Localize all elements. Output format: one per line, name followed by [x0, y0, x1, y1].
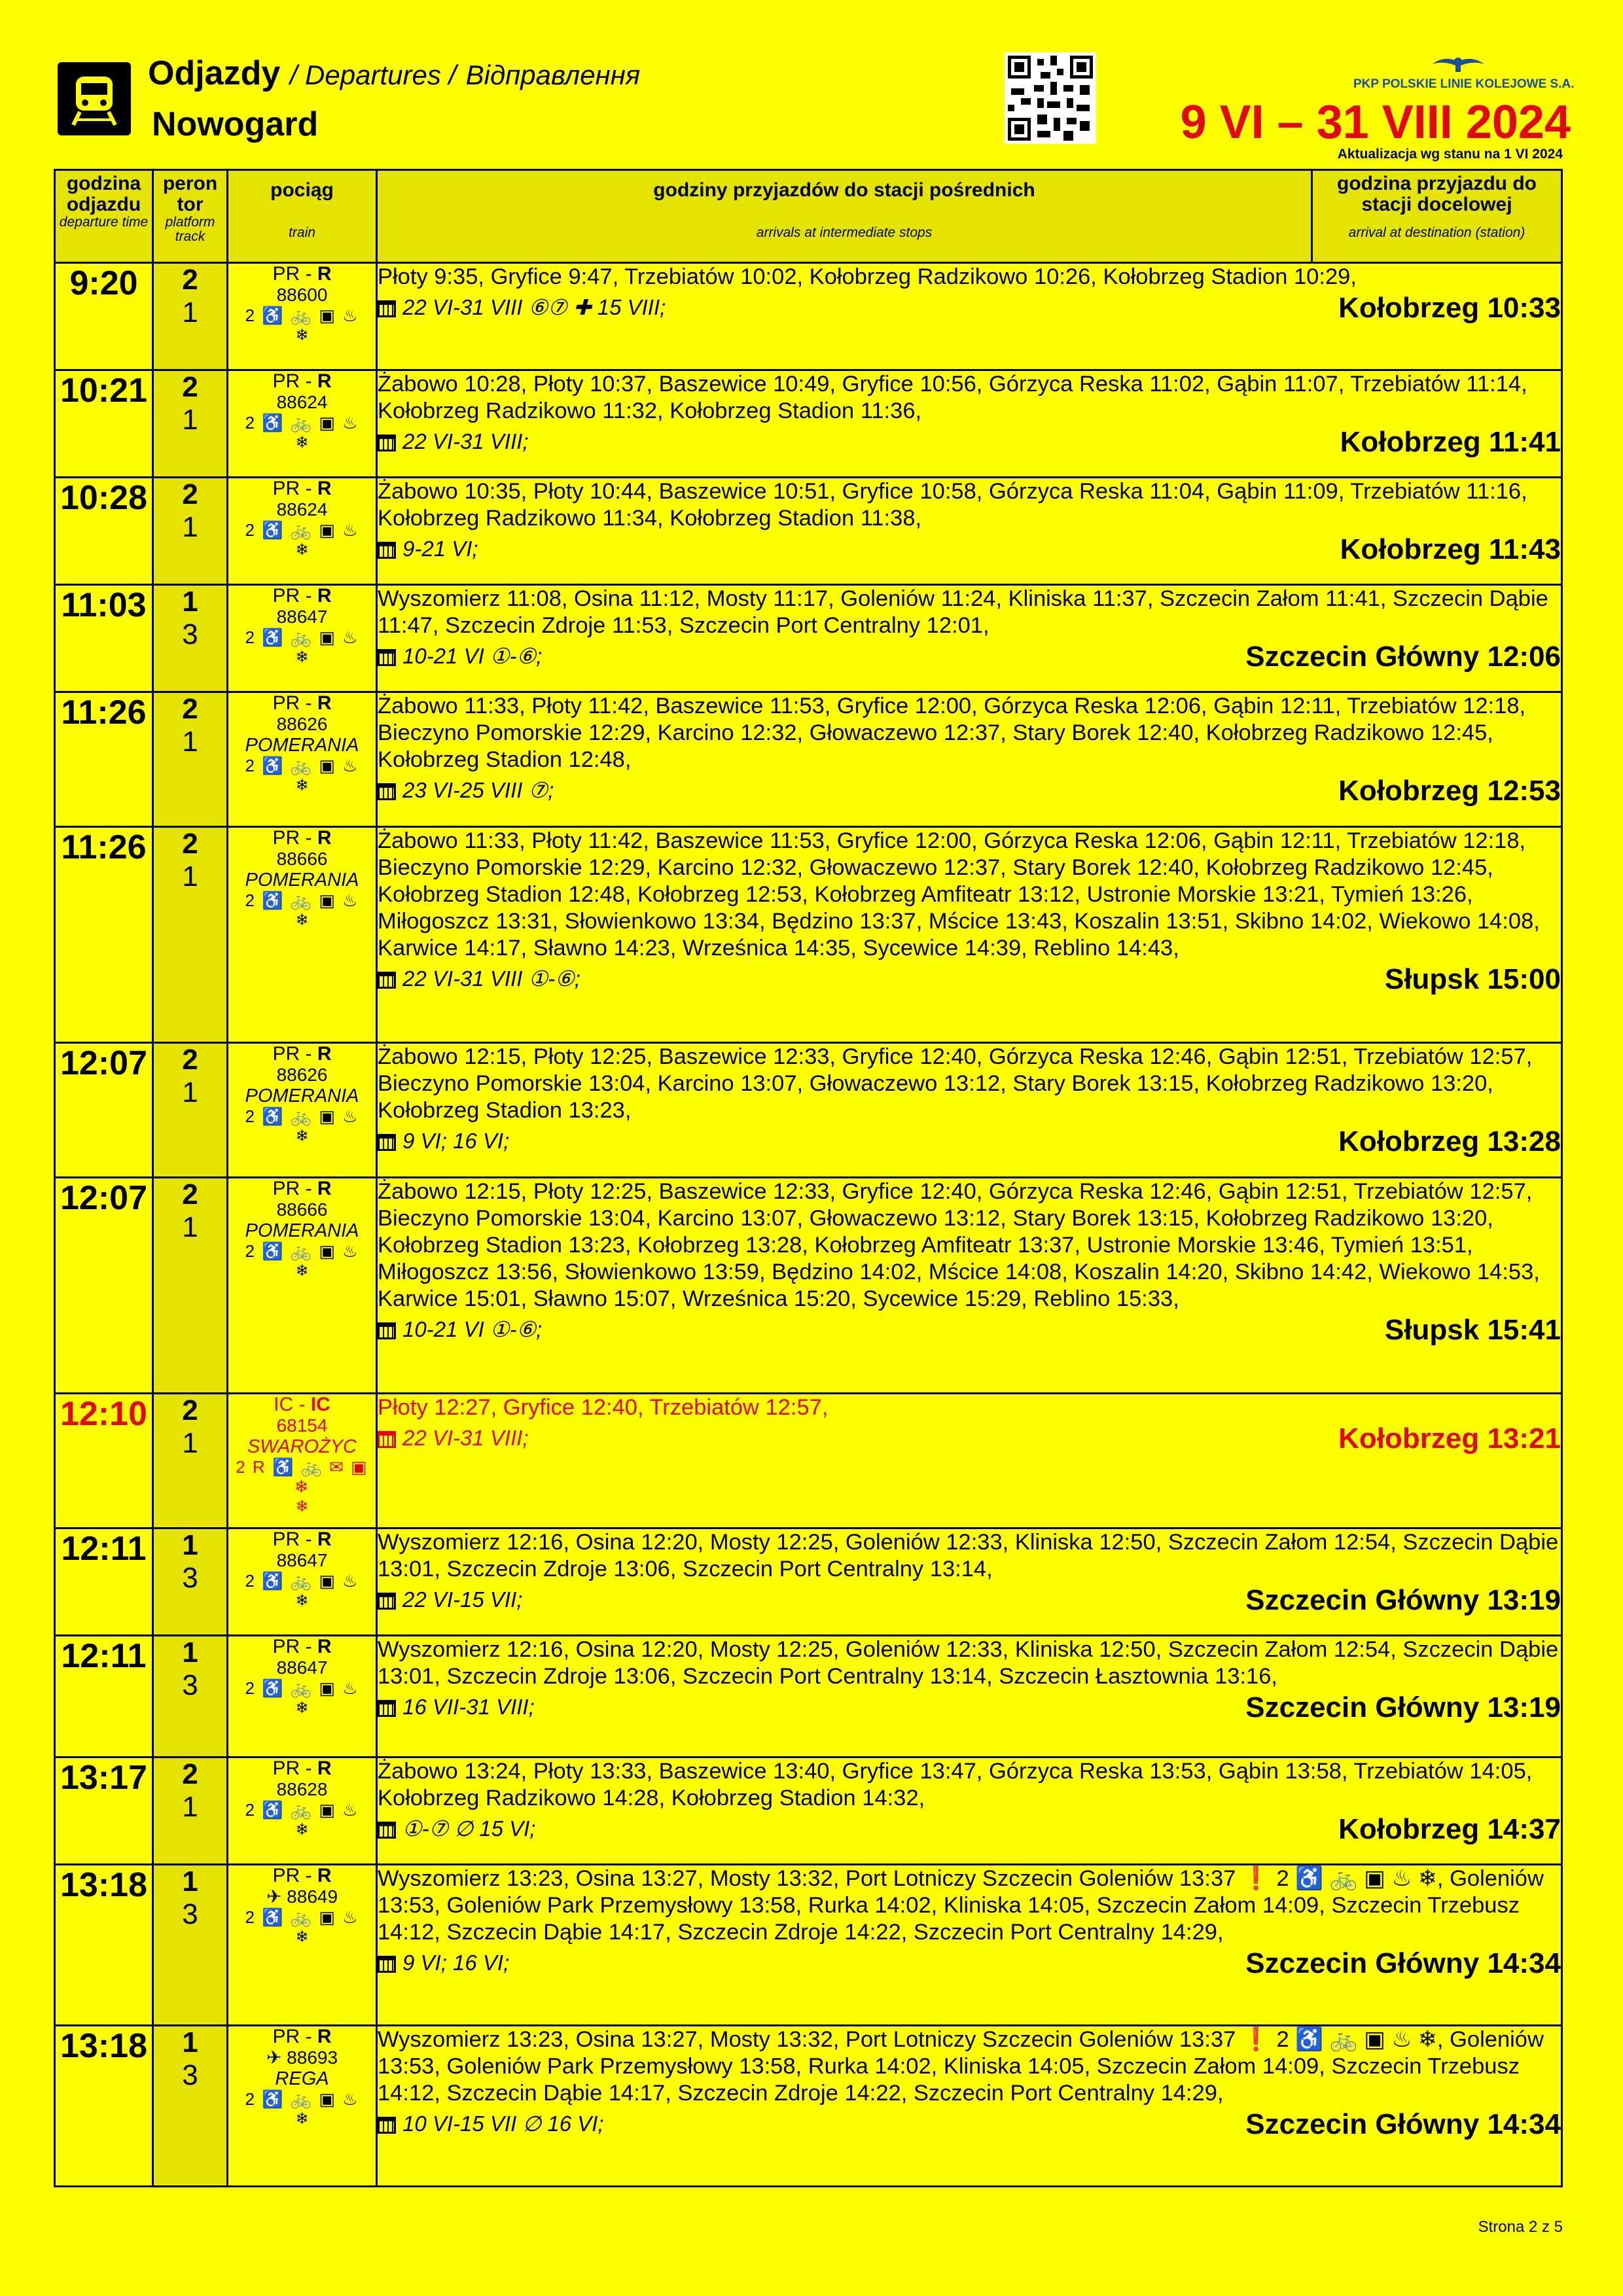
air-conditioning-icon: ❄ — [295, 911, 309, 929]
operating-days-text: 16 VII-31 VIII; — [402, 1695, 535, 1719]
train-category: PR - R — [272, 263, 332, 285]
train-carrier: PR — [272, 1178, 300, 1199]
amenities-icons: 2 ♿ 🚲 ▣ ♨ — [245, 1678, 359, 1698]
destination-arrival: Szczecin Główny 14:34 — [1245, 1947, 1561, 1979]
train-carrier: PR — [272, 692, 300, 714]
train-number: 88600 — [276, 285, 328, 305]
calendar-icon — [378, 1593, 396, 1610]
train-carrier: PR — [272, 1757, 300, 1779]
column-header-destination-label: godzina przyjazdu do stacji docelowej — [1337, 173, 1537, 215]
platform-cell — [153, 2026, 228, 2187]
departure-row — [55, 692, 1562, 827]
air-conditioning-icon: ❄ — [295, 777, 309, 794]
calendar-icon — [378, 649, 396, 666]
departure-row — [55, 585, 1562, 692]
platform-cell — [153, 692, 228, 827]
column-header-time-sub: departure time — [59, 215, 149, 230]
page-title — [148, 54, 640, 95]
departure-time: 11:03 — [55, 585, 153, 692]
column-header-stops — [377, 170, 1312, 263]
track-number: 1 — [182, 1211, 198, 1243]
platform-number: 2 — [182, 264, 198, 296]
train-category: PR - R — [272, 1043, 332, 1065]
intermediate-stops: Żabowo 10:28, Płoty 10:37, Baszewice 10:49, Gryfice 10:56, Górzyca Reska 11:02, Gąbin 11:07, Trzebiatów 11:14, Kołobrzeg Radzikowo 11:32, Kołobrzeg Stadion 11:36, — [378, 372, 1527, 423]
amenities-icons: 2 ♿ 🚲 ▣ ♨ — [245, 413, 359, 433]
departure-row — [55, 2026, 1562, 2187]
track-number: 1 — [182, 404, 198, 436]
amenities-icons: 2 ♿ 🚲 ▣ ♨ — [245, 891, 359, 910]
platform-cell — [153, 827, 228, 1043]
train-type: R — [317, 692, 332, 714]
train-category: IC - IC — [274, 1394, 330, 1415]
train-cell — [228, 692, 377, 827]
operating-days-text: 10 VI-15 VII ∅ 16 VI; — [402, 2111, 604, 2136]
platform-number: 1 — [182, 1636, 198, 1669]
stops-cell — [377, 1865, 1562, 2026]
page-header — [0, 0, 1623, 169]
column-header-platform — [153, 170, 228, 263]
stops-cell — [377, 2026, 1562, 2187]
destination-arrival: Kołobrzeg 11:43 — [1340, 533, 1561, 565]
train-carrier: PR — [272, 1043, 300, 1065]
train-cell — [228, 370, 377, 478]
amenities-icons: 2 ♿ 🚲 ▣ ♨ — [245, 1800, 359, 1820]
train-cell — [228, 1636, 377, 1757]
air-conditioning-icon: ❄ — [295, 327, 309, 344]
train-name: REGA — [275, 2068, 329, 2089]
train-type: R — [317, 1865, 332, 1886]
train-carrier: PR — [272, 1636, 300, 1657]
calendar-icon — [378, 1431, 396, 1448]
operating-days — [378, 964, 1561, 993]
operating-days-text: 9 VI; 16 VI; — [402, 1951, 510, 1975]
stops-cell — [377, 370, 1562, 478]
column-header-time — [55, 170, 153, 263]
platform-number: 2 — [182, 478, 198, 510]
intermediate-stops: Płoty 9:35, Gryfice 9:47, Trzebiatów 10:02, Kołobrzeg Radzikowo 10:26, Kołobrzeg Stadion 10:29, — [378, 264, 1357, 289]
air-conditioning-icon: ❄ — [295, 1498, 309, 1515]
train-carrier: PR — [272, 1528, 300, 1550]
destination-arrival: Szczecin Główny 13:19 — [1245, 1691, 1561, 1723]
train-type: R — [317, 478, 332, 499]
stops-cell — [377, 827, 1562, 1043]
update-note: Aktualizacja wg stanu na 1 VI 2024 — [1337, 147, 1563, 162]
train-type: R — [317, 1043, 332, 1065]
amenities-icons: 2 ♿ 🚲 ▣ ♨ — [245, 627, 359, 647]
stops-cell — [377, 1394, 1562, 1528]
air-conditioning-icon: ❄ — [295, 1821, 309, 1839]
train-category: PR - R — [272, 692, 332, 714]
intermediate-stops: Płoty 12:27, Gryfice 12:40, Trzebiatów 12:57, — [378, 1395, 829, 1420]
intermediate-stops: Żabowo 12:15, Płoty 12:25, Baszewice 12:33, Gryfice 12:40, Górzyca Reska 12:46, Gąbin 12:51, Trzebiatów 12:57, Bieczyno Pomorskie 13:04, Karcino 13:07, Głowaczewo 13:12, Stary Borek 13:15, Kołobrzeg Radzikowo 13:20, Kołobrzeg Stadion 13:23, — [378, 1044, 1533, 1123]
platform-number: 1 — [182, 1529, 198, 1561]
train-carrier: PR — [272, 827, 300, 849]
destination-arrival: Kołobrzeg 10:33 — [1338, 292, 1561, 324]
operating-days-text: 9-21 VI; — [402, 537, 478, 561]
train-type: R — [317, 1636, 332, 1657]
column-header-stops-sub: arrivals at intermediate stops — [756, 225, 933, 240]
platform-cell — [153, 1178, 228, 1394]
platform-cell — [153, 370, 228, 478]
air-conditioning-icon: ❄ — [295, 648, 309, 666]
train-number: 88626 — [276, 1065, 328, 1085]
departure-time: 11:26 — [55, 827, 153, 1043]
amenities-icons: 2 ♿ 🚲 ▣ ♨ — [245, 306, 359, 325]
train-type: R — [317, 1757, 332, 1779]
train-carrier: PR — [272, 1865, 300, 1886]
train-number: ✈ 88693 — [266, 2047, 338, 2068]
destination-arrival: Kołobrzeg 11:41 — [1340, 426, 1561, 458]
train-category: PR - R — [272, 1757, 332, 1779]
departure-row — [55, 1528, 1562, 1636]
stops-cell — [377, 1178, 1562, 1394]
stops-cell — [377, 1528, 1562, 1636]
operating-days-text: 22 VI-31 VIII; — [402, 429, 529, 453]
train-number: 88624 — [276, 392, 328, 412]
platform-cell — [153, 478, 228, 585]
train-number: 88647 — [276, 1657, 328, 1678]
platform-number: 1 — [182, 2026, 198, 2058]
pkp-emblem-icon — [1425, 50, 1491, 76]
track-number: 1 — [182, 1076, 198, 1108]
destination-arrival: Kołobrzeg 13:21 — [1338, 1422, 1561, 1455]
amenities-icons: 2 ♿ 🚲 ▣ ♨ — [245, 1241, 359, 1261]
train-name: POMERANIA — [245, 870, 359, 891]
train-category: PR - R — [272, 2026, 332, 2047]
platform-cell — [153, 1528, 228, 1636]
platform-number: 2 — [182, 1394, 198, 1426]
platform-number: 1 — [182, 1865, 198, 1898]
departure-row — [55, 478, 1562, 585]
train-number: 68154 — [276, 1415, 328, 1436]
operating-days-text: 10-21 VI ①-⑥; — [402, 644, 543, 668]
destination-arrival: Słupsk 15:00 — [1384, 963, 1561, 995]
platform-cell — [153, 1865, 228, 2026]
train-cell — [228, 1865, 377, 2026]
destination-arrival: Kołobrzeg 13:28 — [1338, 1125, 1561, 1157]
operating-days-text: 22 VI-31 VIII ⑥⑦ ✚ 15 VIII; — [402, 295, 666, 319]
train-type: R — [317, 585, 332, 607]
intermediate-stops: Wyszomierz 13:23, Osina 13:27, Mosty 13:32, Port Lotniczy Szczecin Goleniów 13:37 ❗ 2 ♿ 🚲 ▣ ♨ ❄, Goleniów 13:53, Goleniów Park Przemysłowy 13:58, Rurka 14:02, Kliniska 14:05, Szczecin Załom 14:09, Szczecin Trzebusz 14:12, Szczecin Dąbie 14:17, Szczecin Zdroje 14:22, Szczecin Port Centralny 14:29, — [378, 2027, 1544, 2106]
calendar-icon — [378, 300, 396, 317]
departure-row — [55, 1636, 1562, 1757]
intermediate-stops: Wyszomierz 12:16, Osina 12:20, Mosty 12:25, Goleniów 12:33, Kliniska 12:50, Szczecin Załom 12:54, Szczecin Dąbie 13:01, Szczecin Zdroje 13:06, Szczecin Port Centralny 13:14, — [378, 1530, 1559, 1581]
train-carrier: PR — [272, 478, 300, 499]
platform-number: 2 — [182, 371, 198, 403]
platform-number: 2 — [182, 1178, 198, 1210]
departure-time: 12:07 — [55, 1178, 153, 1394]
qr-code-icon — [1005, 52, 1096, 144]
validity-period: 9 VI – 31 VIII 2024 — [1180, 96, 1571, 149]
train-number: 88626 — [276, 714, 328, 734]
title-ua: Відправлення — [465, 60, 641, 90]
stops-cell — [377, 585, 1562, 692]
air-conditioning-icon: ❄ — [295, 1928, 309, 1946]
departure-time: 12:10 — [55, 1394, 153, 1528]
platform-number: 2 — [182, 1758, 198, 1790]
departure-time: 12:11 — [55, 1636, 153, 1757]
intermediate-stops: Żabowo 11:33, Płoty 11:42, Baszewice 11:53, Gryfice 12:00, Górzyca Reska 12:06, Gąbin 12:11, Trzebiatów 12:18, Bieczyno Pomorskie 12:29, Karcino 12:32, Głowaczewo 12:37, Stary Borek 12:40, Kołobrzeg Radzikowo 12:45, Kołobrzeg Stadion 12:48, — [378, 694, 1526, 772]
platform-cell — [153, 1757, 228, 1865]
calendar-icon — [378, 1956, 396, 1973]
operating-days-text: ①-⑦ ∅ 15 VI; — [402, 1816, 536, 1841]
train-carrier: PR — [272, 2026, 300, 2047]
platform-cell — [153, 1636, 228, 1757]
column-header-time-label: godzina odjazdu — [66, 173, 141, 215]
stops-cell — [377, 1757, 1562, 1865]
intermediate-stops: Wyszomierz 12:16, Osina 12:20, Mosty 12:25, Goleniów 12:33, Kliniska 12:50, Szczecin Załom 12:54, Szczecin Dąbie 13:01, Szczecin Zdroje 13:06, Szczecin Port Centralny 13:14, Szczecin Łasztownia 13:16, — [378, 1637, 1559, 1689]
title-en: / Departures / — [289, 60, 457, 90]
platform-cell — [153, 1043, 228, 1178]
departure-row — [55, 1865, 1562, 2026]
intermediate-stops: Żabowo 12:15, Płoty 12:25, Baszewice 12:33, Gryfice 12:40, Górzyca Reska 12:46, Gąbin 12:51, Trzebiatów 12:57, Bieczyno Pomorskie 13:04, Karcino 13:07, Głowaczewo 13:12, Stary Borek 13:15, Kołobrzeg Radzikowo 13:20, Kołobrzeg Stadion 13:23, Kołobrzeg 13:28, Kołobrzeg Amfiteatr 13:37, Ustronie Morskie 13:46, Tymień 13:51, Miłogoszcz 13:56, Słowienkowo 13:59, Będzino 14:02, Mścice 14:08, Koszalin 14:20, Skibno 14:42, Wiekowo 14:53, Karwice 15:01, Sławno 15:07, Wrześnica 15:20, Sycewice 15:29, Reblino 15:33, — [378, 1179, 1540, 1311]
train-type: R — [317, 370, 332, 392]
train-number: 88628 — [276, 1779, 328, 1799]
track-number: 3 — [182, 1898, 198, 1930]
train-category: PR - R — [272, 478, 332, 499]
train-number: 88647 — [276, 1550, 328, 1570]
amenities-icons: 2 ♿ 🚲 ▣ ♨ — [245, 1571, 359, 1591]
stops-cell — [377, 263, 1562, 370]
operating-days — [378, 1315, 1561, 1344]
amenities-icons: 2 ♿ 🚲 ▣ ♨ — [245, 756, 359, 775]
amenities-icons: 2 ♿ 🚲 ▣ ♨ — [245, 1106, 359, 1126]
column-header-train-sub: train — [289, 225, 315, 240]
train-cell — [228, 2026, 377, 2187]
train-carrier: PR — [272, 370, 300, 392]
train-carrier: PR — [272, 263, 300, 285]
calendar-icon — [378, 542, 396, 559]
operating-days-text: 10-21 VI ①-⑥; — [402, 1317, 543, 1341]
air-conditioning-icon: ❄ — [295, 1127, 309, 1145]
destination-arrival: Słupsk 15:41 — [1384, 1314, 1561, 1346]
departure-row — [55, 827, 1562, 1043]
column-header-destination-sub: arrival at destination (station) — [1348, 225, 1525, 240]
air-conditioning-icon: ❄ — [295, 1592, 309, 1610]
track-number: 1 — [182, 860, 198, 892]
train-number: 88666 — [276, 849, 328, 869]
platform-cell — [153, 1394, 228, 1528]
calendar-icon — [378, 1322, 396, 1339]
train-name: POMERANIA — [245, 735, 359, 756]
track-number: 3 — [182, 618, 198, 650]
departure-row — [55, 1043, 1562, 1178]
stops-cell — [377, 478, 1562, 585]
operator-name: PKP POLSKIE LINIE KOLEJOWE S.A. — [1353, 77, 1575, 91]
destination-arrival: Szczecin Główny 13:19 — [1245, 1584, 1561, 1616]
title-pl: Odjazdy — [148, 54, 281, 92]
operating-days-text: 23 VI-25 VIII ⑦; — [402, 778, 554, 802]
departure-row — [55, 263, 1562, 370]
destination-arrival: Kołobrzeg 14:37 — [1338, 1813, 1561, 1845]
departure-time: 10:21 — [55, 370, 153, 478]
air-conditioning-icon: ❄ — [295, 2110, 309, 2128]
column-header-platform-label: peron tor — [162, 173, 218, 215]
departure-time: 13:18 — [55, 2026, 153, 2187]
platform-number: 2 — [182, 1044, 198, 1076]
calendar-icon — [378, 783, 396, 800]
air-conditioning-icon: ❄ — [295, 434, 309, 451]
pkp-plk-logo — [1353, 50, 1575, 91]
track-number: 1 — [182, 726, 198, 758]
train-cell — [228, 1757, 377, 1865]
departure-row — [55, 370, 1562, 478]
departure-row — [55, 1757, 1562, 1865]
train-category: PR - R — [272, 585, 332, 607]
calendar-icon — [378, 972, 396, 989]
operating-days-text: 22 VI-31 VIII ①-⑥; — [402, 966, 580, 991]
amenities-icons: 2 R ♿ 🚲 ✉ ▣ ❄ — [236, 1457, 368, 1496]
train-name: POMERANIA — [245, 1220, 359, 1241]
stops-cell — [377, 1043, 1562, 1178]
station-name: Nowogard — [152, 105, 319, 143]
intermediate-stops: Żabowo 13:24, Płoty 13:33, Baszewice 13:40, Gryfice 13:47, Górzyca Reska 13:53, Gąbin 13:58, Trzebiatów 14:05, Kołobrzeg Radzikowo 14:28, Kołobrzeg Stadion 14:32, — [378, 1759, 1533, 1810]
calendar-icon — [378, 2117, 396, 2134]
operating-days-text: 22 VI-15 VII; — [402, 1587, 523, 1612]
track-number: 1 — [182, 1427, 198, 1459]
train-cell — [228, 1528, 377, 1636]
intermediate-stops: Wyszomierz 13:23, Osina 13:27, Mosty 13:32, Port Lotniczy Szczecin Goleniów 13:37 ❗ 2 ♿ 🚲 ▣ ♨ ❄, Goleniów 13:53, Goleniów Park Przemysłowy 13:58, Rurka 14:02, Kliniska 14:05, Szczecin Załom 14:09, Szczecin Trzebusz 14:12, Szczecin Dąbie 14:17, Szczecin Zdroje 14:22, Szczecin Port Centralny 14:29, — [378, 1866, 1544, 1945]
train-cell — [228, 263, 377, 370]
train-cell — [228, 478, 377, 585]
train-carrier: PR — [272, 585, 300, 607]
calendar-icon — [378, 1822, 396, 1839]
operating-days-text: 22 VI-31 VIII; — [402, 1426, 529, 1450]
train-cell — [228, 1178, 377, 1394]
departures-table — [54, 169, 1563, 2187]
calendar-icon — [378, 1134, 396, 1151]
departure-time: 12:07 — [55, 1043, 153, 1178]
destination-arrival: Szczecin Główny 14:34 — [1245, 2108, 1561, 2140]
air-conditioning-icon: ❄ — [295, 541, 309, 559]
train-category: PR - R — [272, 370, 332, 392]
column-header-destination — [1312, 170, 1562, 263]
train-carrier: IC — [274, 1394, 294, 1415]
train-category: PR - R — [272, 1178, 332, 1199]
destination-arrival: Kołobrzeg 12:53 — [1338, 775, 1561, 807]
track-number: 3 — [182, 1562, 198, 1594]
track-number: 3 — [182, 2059, 198, 2091]
train-type: IC — [310, 1394, 330, 1415]
track-number: 1 — [182, 511, 198, 543]
train-type: R — [317, 1178, 332, 1199]
departure-row — [55, 1178, 1562, 1394]
track-number: 3 — [182, 1669, 198, 1701]
intermediate-stops: Żabowo 11:33, Płoty 11:42, Baszewice 11:53, Gryfice 12:00, Górzyca Reska 12:06, Gąbin 12:11, Trzebiatów 12:18, Bieczyno Pomorskie 12:29, Karcino 12:32, Głowaczewo 12:37, Stary Borek 12:40, Kołobrzeg Radzikowo 12:45, Kołobrzeg Stadion 12:48, Kołobrzeg 12:53, Kołobrzeg Amfiteatr 13:12, Ustronie Morskie 13:21, Tymień 13:26, Miłogoszcz 13:31, Słowienkowo 13:34, Będzino 13:37, Mścice 13:43, Koszalin 13:51, Skibno 14:02, Wiekowo 14:08, Karwice 14:17, Sławno 14:23, Wrześnica 14:35, Sycewice 14:39, Reblino 14:43, — [378, 828, 1540, 961]
column-header-train-label: pociąg — [270, 179, 334, 201]
track-number: 1 — [182, 1791, 198, 1823]
departure-time: 11:26 — [55, 692, 153, 827]
train-name: SWAROŻYC — [247, 1436, 357, 1457]
column-header-stops-label: godziny przyjazdów do stacji pośrednich — [653, 179, 1035, 201]
train-number: ✈ 88649 — [266, 1886, 338, 1907]
train-category: PR - R — [272, 1528, 332, 1550]
train-cell — [228, 827, 377, 1043]
train-number: 88647 — [276, 607, 328, 627]
amenities-icons: 2 ♿ 🚲 ▣ ♨ — [245, 520, 359, 540]
departure-time: 10:28 — [55, 478, 153, 585]
train-type: R — [317, 827, 332, 849]
air-conditioning-icon: ❄ — [295, 1699, 309, 1717]
train-number: 88624 — [276, 499, 328, 520]
calendar-icon — [378, 434, 396, 451]
stops-cell — [377, 692, 1562, 827]
track-number: 1 — [182, 296, 198, 328]
train-category: PR - R — [272, 1865, 332, 1886]
intermediate-stops: Wyszomierz 11:08, Osina 11:12, Mosty 11:17, Goleniów 11:24, Kliniska 11:37, Szczecin Załom 11:41, Szczecin Dąbie 11:47, Szczecin Zdroje 11:53, Szczecin Port Centralny 12:01, — [378, 586, 1548, 638]
train-icon — [58, 62, 131, 135]
departure-time: 13:18 — [55, 1865, 153, 2026]
platform-cell — [153, 585, 228, 692]
train-cell — [228, 1043, 377, 1178]
amenities-icons: 2 ♿ 🚲 ▣ ♨ — [245, 2089, 359, 2109]
column-header-platform-sub: platform track — [165, 215, 215, 244]
destination-arrival: Szczecin Główny 12:06 — [1245, 641, 1561, 673]
calendar-icon — [378, 1700, 396, 1717]
train-type: R — [317, 263, 332, 285]
departure-time: 9:20 — [55, 263, 153, 370]
train-type: R — [317, 2026, 332, 2047]
train-type: R — [317, 1528, 332, 1550]
train-category: PR - R — [272, 1636, 332, 1657]
train-cell — [228, 1394, 377, 1528]
train-name: POMERANIA — [245, 1086, 359, 1106]
intermediate-stops: Żabowo 10:35, Płoty 10:44, Baszewice 10:51, Gryfice 10:58, Górzyca Reska 11:04, Gąbin 11:09, Trzebiatów 11:16, Kołobrzeg Radzikowo 11:34, Kołobrzeg Stadion 11:38, — [378, 479, 1527, 531]
column-header-train — [228, 170, 377, 263]
train-cell — [228, 585, 377, 692]
platform-number: 2 — [182, 828, 198, 860]
departure-time: 12:11 — [55, 1528, 153, 1636]
page-number: Strona 2 z 5 — [1478, 2218, 1563, 2236]
platform-cell — [153, 263, 228, 370]
train-number: 88666 — [276, 1199, 328, 1220]
platform-number: 2 — [182, 693, 198, 725]
amenities-icons: 2 ♿ 🚲 ▣ ♨ — [245, 1907, 359, 1927]
departure-time: 13:17 — [55, 1757, 153, 1865]
platform-number: 1 — [182, 586, 198, 618]
departure-row — [55, 1394, 1562, 1528]
air-conditioning-icon: ❄ — [295, 1262, 309, 1280]
train-category: PR - R — [272, 827, 332, 849]
operating-days-text: 9 VI; 16 VI; — [402, 1129, 510, 1153]
stops-cell — [377, 1636, 1562, 1757]
